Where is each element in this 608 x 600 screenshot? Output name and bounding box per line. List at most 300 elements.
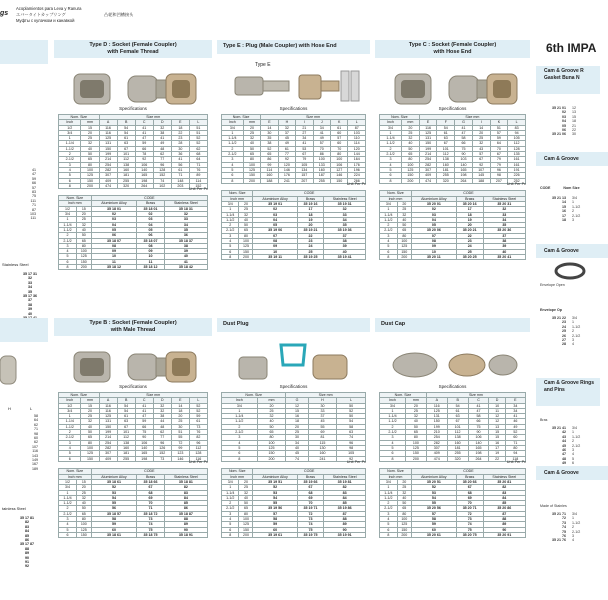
right-box-2-list (540, 196, 580, 222)
table-cell: 89 (189, 173, 207, 178)
list-item: 32 (28, 276, 32, 281)
table-cell: 131 (99, 419, 117, 424)
left-cut-codes-2 (12, 516, 42, 569)
code-cell: 8 (380, 532, 398, 537)
size-value: 1-1/2 (572, 204, 581, 209)
spec-col-header: C (135, 120, 153, 125)
table-cell: 34 (296, 136, 313, 141)
panel-title-line1: Type D : Socket (Female Coupler) (89, 42, 177, 48)
table-cell: 146 (171, 456, 189, 461)
table-cell: 40 (405, 419, 426, 424)
table-cell: 176 (348, 162, 366, 167)
table-cell: 60 (331, 130, 348, 135)
code-cell: 6 (222, 249, 239, 254)
table-cell: 77 (278, 152, 295, 157)
code-cell: 25 (77, 490, 92, 495)
table-cell: 56 (171, 162, 189, 167)
left-cut-values (22, 168, 36, 221)
code-cell: 35 18 07 (91, 238, 137, 243)
code-cell: 59 (411, 522, 456, 527)
code-cell: 82 (483, 485, 525, 490)
code-cell: 35 20 51 (411, 479, 456, 484)
unit-per-pc-label: Unit Per Pc (188, 460, 208, 465)
spec-col-header: A (426, 398, 447, 403)
spec-col-header: C (468, 398, 489, 403)
material-stainless-header: Stainless Steel (164, 474, 207, 479)
unit-per-pc-label: Unit Per Pc (188, 187, 208, 192)
code-cell: 89 (324, 522, 366, 527)
code-cell: 04 (91, 222, 137, 227)
code-cell: 53 (91, 490, 137, 495)
table-cell: 25 (402, 130, 420, 135)
list-item: 64 (34, 418, 38, 423)
size-value: 21 (572, 123, 576, 128)
code-cell: 24 (297, 244, 324, 249)
material-aluminium-header: Aluminium Alloy (253, 196, 297, 201)
table-cell: 2-1/2 (59, 435, 81, 440)
right-box-5-list (540, 512, 580, 543)
table-cell: 50 (402, 146, 420, 151)
panel-title (217, 40, 370, 54)
table-cell: 131 (419, 136, 437, 141)
list-item: 90 (25, 555, 29, 560)
table-cell: 2 (59, 430, 81, 435)
table-cell: 15 (489, 435, 505, 440)
table-cell: 5 (380, 445, 406, 450)
size-mm-header: Size mm (426, 393, 525, 398)
material-stainless-header: Stainless Steel (483, 474, 525, 479)
code-cell: 3 (222, 233, 239, 238)
table-cell: 150 (243, 173, 260, 178)
table-cell: 138 (117, 162, 135, 167)
table-cell: 37 (278, 130, 295, 135)
code-cell: 23 (456, 239, 483, 244)
code-cell: 33 (483, 212, 525, 217)
table-cell: 4 (380, 162, 402, 167)
table-cell: 41 (455, 125, 473, 130)
code-cell: 68 (456, 490, 483, 495)
table-cell: 307 (419, 167, 437, 172)
code-nom-header: Nom. Size (59, 196, 92, 201)
code-cell: 1/2 (59, 206, 77, 211)
code-cell: 02 (411, 207, 456, 212)
code-cell: 04 (411, 217, 456, 222)
table-cell: 214 (99, 435, 117, 440)
size-value: 3 (572, 218, 574, 223)
table-cell: 150 (331, 178, 348, 183)
table-cell: 92 (337, 456, 366, 461)
size-mm-header: Size mm (99, 393, 207, 398)
product-photo (62, 338, 202, 399)
size-mm-header: Size mm (286, 393, 366, 398)
table-cell: 5 (222, 445, 258, 450)
material-aluminium-header: Aluminium Alloy (253, 474, 297, 479)
code-cell: 20 (239, 479, 253, 484)
code-row (222, 532, 366, 537)
table-cell: 307 (99, 451, 117, 456)
table-cell: 165 (135, 173, 153, 178)
table-cell: 64 (490, 141, 508, 146)
size-value: 1-1/2 (572, 434, 581, 439)
table-cell: 120 (348, 146, 366, 151)
table-cell: 25 (171, 419, 189, 424)
code-cell: 56 (91, 506, 137, 511)
code-cell: 100 (239, 517, 253, 522)
table-cell: 57 (331, 136, 348, 141)
table-cell: 114 (189, 178, 207, 183)
table-cell: 54 (117, 403, 135, 408)
table-cell: 51 (171, 430, 189, 435)
table-cell: 181 (447, 445, 468, 450)
material-brass-header: Brass (297, 474, 324, 479)
table-cell: 210 (426, 430, 447, 435)
size-value: 4 (572, 342, 574, 347)
code-value: 18 (562, 218, 566, 223)
table-cell: 165 (135, 451, 153, 456)
list-item: 58 (34, 414, 38, 418)
spec-col-header: E (505, 398, 525, 403)
table-cell: 90 (455, 152, 473, 157)
table-cell: 49 (313, 136, 330, 141)
code-cell: 74 (297, 522, 324, 527)
table-cell: 101 (437, 146, 455, 151)
spec-col-header: D (489, 398, 505, 403)
code-cell: 59 (253, 522, 297, 527)
code-cell: 35 20 01 (411, 201, 456, 206)
code-cell: 35 19 25 (297, 254, 324, 259)
table-cell: 41 (135, 408, 153, 413)
code-cell: 09 (91, 249, 137, 254)
code-cell: 32 (324, 207, 366, 212)
table-cell: 140 (468, 440, 489, 445)
table-cell: 32 (243, 136, 260, 141)
panel-type-c (375, 40, 530, 310)
table-cell: 32 (402, 136, 420, 141)
code-cell: 4 (59, 249, 77, 254)
table-cell: 54 (117, 408, 135, 413)
code-value: 15 (562, 204, 566, 209)
table-cell: 4 (222, 440, 258, 445)
table-cell: 125 (402, 167, 420, 172)
size-value: 1-1/2 (572, 520, 581, 525)
table-cell: 254 (419, 157, 437, 162)
table-cell: 36 (171, 152, 189, 157)
code-cell: 35 19 66 (297, 479, 324, 484)
code-cell: 88 (164, 517, 207, 522)
table-cell: 52 (189, 408, 207, 413)
code-cell: 35 19 21 (297, 228, 324, 233)
right-box-3-list (540, 316, 580, 347)
code-cell: 35 18 75 (137, 532, 164, 537)
left-cut-values-2 (22, 414, 38, 471)
list-item: 62 (34, 440, 38, 445)
table-cell: 11 (489, 408, 505, 413)
table-cell: 266 (348, 178, 366, 183)
size-value: 3 (572, 338, 574, 343)
right-box-4-brass: Bras (540, 418, 548, 422)
list-item: 34 (28, 285, 32, 290)
spec-col-header: G (455, 120, 473, 125)
table-cell: 214 (99, 157, 117, 162)
nom-size-header: Nom. Size (59, 393, 100, 398)
table-cell: 150 (257, 451, 286, 456)
table-cell: 1-1/4 (59, 141, 81, 146)
code-cell: 69 (137, 495, 164, 500)
panel-type-b (54, 318, 212, 600)
right-box-2-head-code: CODE (540, 186, 551, 190)
size-value: 1-1/2 (572, 324, 581, 329)
code-nom-header: Nom. Size (59, 469, 92, 474)
table-cell: 41 (153, 136, 171, 141)
code-cell: 34 (164, 222, 207, 227)
table-cell: 128 (189, 451, 207, 456)
table-cell: 6 (380, 451, 406, 456)
code-cell: 32 (77, 222, 92, 227)
code-cell: 20 (397, 201, 411, 206)
table-cell: 76 (189, 167, 207, 172)
table-cell: 27 (296, 130, 313, 135)
code-inch-mm-header: Inch mm (380, 196, 412, 201)
table-cell: 198 (135, 178, 153, 183)
list-item: 82 (25, 520, 29, 525)
code-cell: 70 (456, 501, 483, 506)
table-cell: 2 (222, 424, 258, 429)
table-cell: 61 (331, 125, 348, 130)
table-cell: 12 (286, 403, 308, 408)
table-cell: 38 (261, 141, 278, 146)
code-cell: 03 (137, 217, 164, 222)
product-photo (383, 60, 523, 121)
code-cell: 2-1/2 (380, 506, 398, 511)
code-cell: 03 (411, 212, 456, 217)
code-cell: 50 (77, 506, 92, 511)
code-cell: 35 20 21 (456, 228, 483, 233)
code-value: 73 (562, 520, 566, 525)
code-cell: 33 (324, 212, 366, 217)
code-nom-header: Nom. Size (380, 191, 412, 196)
table-cell: 73 (153, 456, 171, 461)
table-cell: 62 (189, 146, 207, 151)
table-cell: 100 (81, 445, 99, 450)
list-item (540, 461, 580, 465)
table-cell: 8 (380, 178, 402, 183)
table-cell: 125 (405, 445, 426, 450)
table-cell: 45 (278, 136, 295, 141)
spec-col-header: Inch (380, 398, 406, 403)
table-cell: 64 (189, 157, 207, 162)
code-cell: 150 (77, 532, 92, 537)
code-cell: 100 (239, 239, 253, 244)
code-cell: 90 (483, 527, 525, 532)
code-cell: 73 (297, 517, 324, 522)
table-cell: 63 (447, 414, 468, 419)
table-cell: 61 (437, 130, 455, 135)
code-cell: 25 (239, 485, 253, 490)
code-cell: 1 (222, 485, 239, 490)
list-item: 111 (30, 198, 36, 203)
code-cell: 125 (397, 244, 411, 249)
table-cell: 207 (490, 178, 508, 183)
header-languages (16, 6, 81, 24)
table-cell: 54 (437, 125, 455, 130)
code-cell: 74 (137, 522, 164, 527)
code-cell: 32 (483, 207, 525, 212)
size-value: 2-1/2 (572, 213, 581, 218)
table-cell: 125 (257, 445, 286, 450)
table-cell: 157 (296, 173, 313, 178)
code-cell: 58 (91, 517, 137, 522)
table-cell: 134 (296, 167, 313, 172)
code-value: 05 (562, 123, 566, 128)
table-cell: 50 (81, 430, 99, 435)
table-cell: 34 (505, 408, 525, 413)
table-cell: 96 (153, 440, 171, 445)
code-cell: 20 (297, 223, 324, 228)
table-cell: 15 (81, 403, 99, 408)
page-header (0, 0, 600, 36)
code-cell: 84 (483, 495, 525, 500)
code-cell: 4 (59, 522, 77, 527)
code-cell: 75 (456, 527, 483, 532)
code-cell: 25 (239, 207, 253, 212)
size-value: 2 (572, 439, 574, 444)
table-cell: 74 (286, 456, 308, 461)
table-cell: 112 (117, 157, 135, 162)
list-item: 35 17 81 (20, 516, 34, 520)
table-cell: 77 (153, 157, 171, 162)
list-item: 111 (30, 216, 36, 221)
list-item: 98 (34, 431, 38, 436)
table-cell: 146 (278, 167, 295, 172)
panel-title (54, 40, 212, 58)
size-value: 15 (572, 114, 576, 119)
table-cell: 150 (426, 419, 447, 424)
code-cell: 35 18 87 (164, 511, 207, 516)
code-cell: 50 (397, 501, 411, 506)
table-cell: 63 (437, 136, 455, 141)
table-cell: 41 (468, 403, 489, 408)
table-cell: 133 (313, 162, 330, 167)
code-cell: 68 (297, 490, 324, 495)
size-value: 1 (572, 200, 574, 205)
code-cell: 52 (91, 485, 137, 490)
code-cell: 40 (164, 254, 207, 259)
table-cell: 1 (380, 130, 402, 135)
table-cell: 106 (468, 435, 489, 440)
code-cell: 22 (456, 233, 483, 238)
table-cell: 54 (117, 130, 135, 135)
table-cell: 81 (308, 435, 337, 440)
table-cell: 21 (296, 125, 313, 130)
specifications-label: Specifications (438, 384, 467, 389)
header-lang-ru: Муфты с кулачком и канавкой (16, 18, 75, 23)
code-cell: 52 (411, 485, 456, 490)
code-cell: 35 20 16 (456, 201, 483, 206)
code-cell: 10 (411, 249, 456, 254)
table-cell: 409 (426, 451, 447, 456)
code-cell: 38 (164, 243, 207, 248)
table-cell: 5 (222, 167, 244, 172)
table-cell: 116 (99, 125, 117, 130)
code-row (380, 254, 526, 259)
table-cell: 6 (59, 456, 81, 461)
code-cell: 32 (239, 212, 253, 217)
table-cell: 49 (505, 424, 525, 429)
table-cell: 46 (505, 419, 525, 424)
spec-col-header: L (508, 120, 526, 125)
code-cell: 36 (164, 233, 207, 238)
code-cell: 85 (324, 501, 366, 506)
code-cell: 2-1/2 (59, 238, 77, 243)
table-cell: 100 (402, 162, 420, 167)
table-cell: 1 (59, 414, 81, 419)
table-cell: 40 (81, 146, 99, 151)
code-cell: 150 (397, 249, 411, 254)
table-cell: 241 (278, 178, 295, 183)
table-cell: 59 (189, 414, 207, 419)
table-cell: 207 (296, 178, 313, 183)
left-cut-title-2 (0, 318, 48, 342)
right-box-2: Cam & Groove (536, 152, 608, 166)
code-cell: 3/4 (222, 479, 239, 484)
table-cell: 3 (222, 435, 258, 440)
code-cell: 125 (397, 522, 411, 527)
table-cell: 4 (380, 440, 406, 445)
code-cell: 50 (77, 233, 92, 238)
table-cell: 80 (405, 435, 426, 440)
envelope-head: Envelope Op (540, 308, 562, 312)
code-cell: 35 18 37 (164, 238, 207, 243)
table-cell: 5 (59, 173, 81, 178)
code-cell: 39 (324, 244, 366, 249)
code-value: 02 (562, 110, 566, 115)
table-cell: 92 (135, 157, 153, 162)
table-cell: 2 (59, 152, 81, 157)
code-cell: 20 (456, 223, 483, 228)
table-cell: 66 (455, 141, 473, 146)
table-cell: 6 (222, 173, 244, 178)
table-cell: 3/4 (222, 125, 244, 130)
table-cell: 125 (243, 167, 260, 172)
header-lang-jp: エバータイトカップリング (16, 12, 66, 17)
list-item: 62 (34, 422, 38, 427)
table-cell: 14 (261, 125, 278, 130)
table-cell: 80 (505, 445, 525, 450)
code-cell: 125 (239, 522, 253, 527)
code-value: 27 (562, 338, 566, 343)
table-cell: 112 (508, 141, 526, 146)
table-cell: 2 (222, 146, 244, 151)
table-cell: 100 (331, 157, 348, 162)
table-cell: 90 (468, 430, 489, 435)
table-cell: 103 (455, 157, 473, 162)
code-cell: 53 (253, 490, 297, 495)
table-cell: 199 (419, 146, 437, 151)
spec-col-header: D (153, 398, 171, 403)
table-cell: 25 (286, 430, 308, 435)
table-cell: 61 (171, 167, 189, 172)
left-cut-panel-top (0, 40, 48, 316)
list-item: 40 (28, 311, 32, 316)
material-stainless-header: Stainless Steel (164, 201, 207, 206)
code-cell: 83 (483, 490, 525, 495)
table-cell: 13 (489, 424, 505, 429)
table-cell: 1 (59, 136, 81, 141)
table-cell: 72 (171, 440, 189, 445)
table-cell: 1-1/4 (222, 414, 258, 419)
code-cell: 40 (324, 249, 366, 254)
left-h-label: H (8, 406, 11, 411)
